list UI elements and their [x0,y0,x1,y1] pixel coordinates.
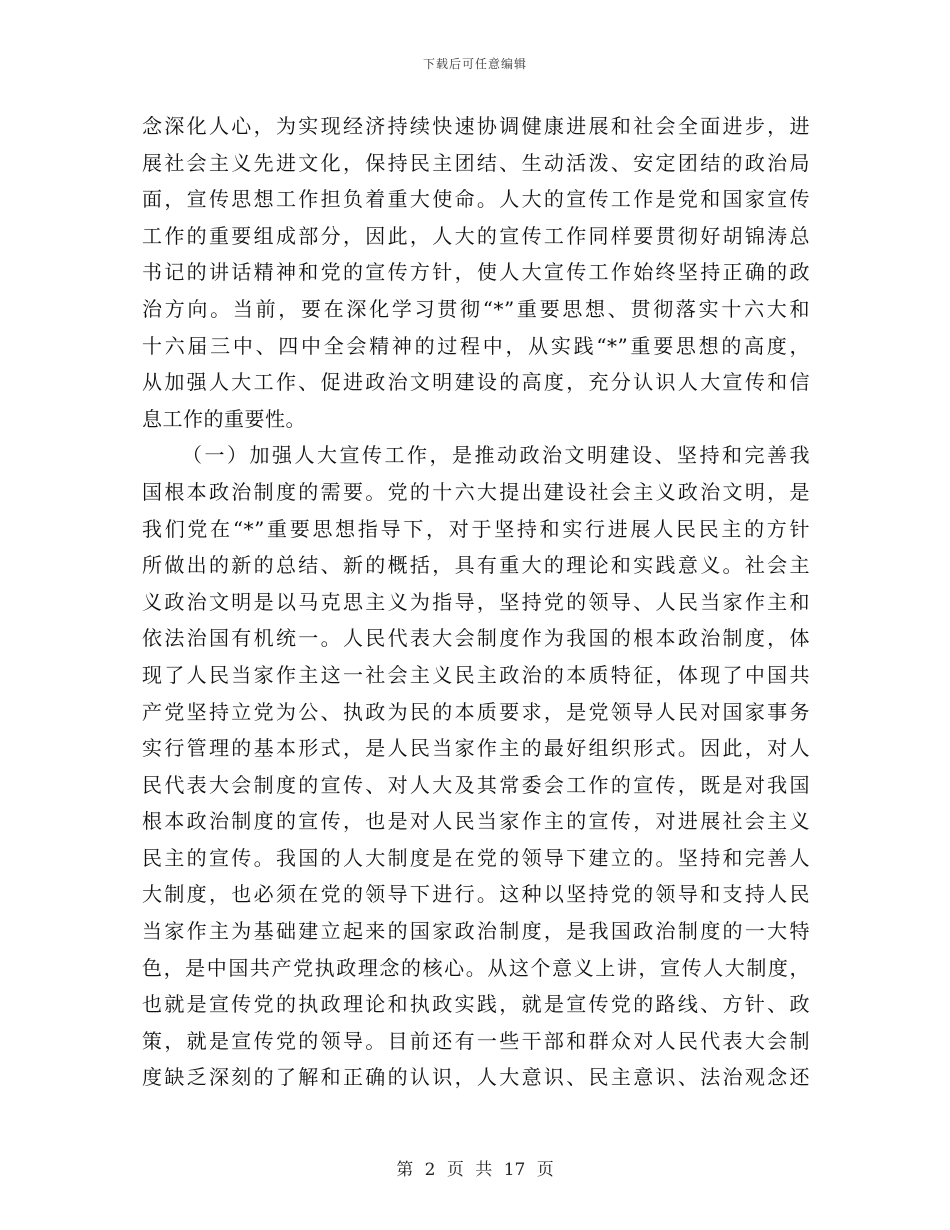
text-line: 色，是中国共产党执政理念的核心。从这个意义上讲，宣传人大制度， [142,955,810,980]
text-line: 治方向。当前，要在深化学习贯彻“*”重要思想、贯彻落实十六大和 [142,296,810,321]
text-line: 也就是宣传党的执政理论和执政实践，就是宣传党的路线、方针、政 [142,992,810,1017]
text-line: 产党坚持立党为公、执政为民的本质要求，是党领导人民对国家事务 [142,699,810,724]
document-body [142,108,810,1096]
text-line: 义政治文明是以马克思主义为指导，坚持党的领导、人民当家作主和 [142,589,810,614]
text-line: 面，宣传思想工作担负着重大使命。人大的宣传工作是党和国家宣传 [142,187,810,212]
text-line: 现了人民当家作主这一社会主义民主政治的本质特征，体现了中国共 [142,662,810,687]
text-line: 所做出的新的总结、新的概括，具有重大的理论和实践意义。社会主 [142,553,810,578]
text-line: 民代表大会制度的宣传、对人大及其常委会工作的宣传，既是对我国 [142,772,810,797]
page-number: 第 2 页 共 17 页 [396,1160,554,1180]
text-line: 根本政治制度的宣传，也是对人民当家作主的宣传，对进展社会主义 [142,809,810,834]
text-line: 策，就是宣传党的领导。目前还有一些干部和群众对人民代表大会制 [142,1028,810,1053]
text-line: 我们党在“*”重要思想指导下，对于坚持和实行进展人民民主的方针 [142,516,810,541]
text-line: 书记的讲话精神和党的宣传方针，使人大宣传工作始终坚持正确的政 [142,260,810,285]
text-line: 息工作的重要性。 [142,406,306,431]
text-line: 念深化人心，为实现经济持续快速协调健康进展和社会全面进步，进 [142,114,810,138]
text-line: 从加强人大工作、促进政治文明建设的高度，充分认识人大宣传和信 [142,370,810,395]
paragraph-first-line: （一）加强人大宣传工作，是推动政治文明建设、坚持和完善我 [182,443,810,468]
text-line: 工作的重要组成部分，因此，人大的宣传工作同样要贯彻好胡锦涛总 [142,223,810,248]
text-line: 实行管理的基本形式，是人民当家作主的最好组织形式。因此，对人 [142,736,810,761]
text-line: 度缺乏深刻的了解和正确的认识，人大意识、民主意识、法治观念还 [142,1065,810,1090]
text-line: 当家作主为基础建立起来的国家政治制度，是我国政治制度的一大特 [142,919,810,944]
text-line: 十六届三中、四中全会精神的过程中，从实践“*”重要思想的高度， [142,333,810,358]
text-line: 大制度，也必须在党的领导下进行。这种以坚持党的领导和支持人民 [142,882,810,907]
text-line: 展社会主义先进文化，保持民主团结、生动活泼、安定团结的政治局 [142,150,810,175]
text-line: 民主的宣传。我国的人大制度是在党的领导下建立的。坚持和完善人 [142,845,810,870]
text-line: 国根本政治制度的需要。党的十六大提出建设社会主义政治文明，是 [142,479,810,504]
text-line: 依法治国有机统一。人民代表大会制度作为我国的根本政治制度，体 [142,626,810,651]
page-header: 下载后可任意编辑 [422,57,527,71]
